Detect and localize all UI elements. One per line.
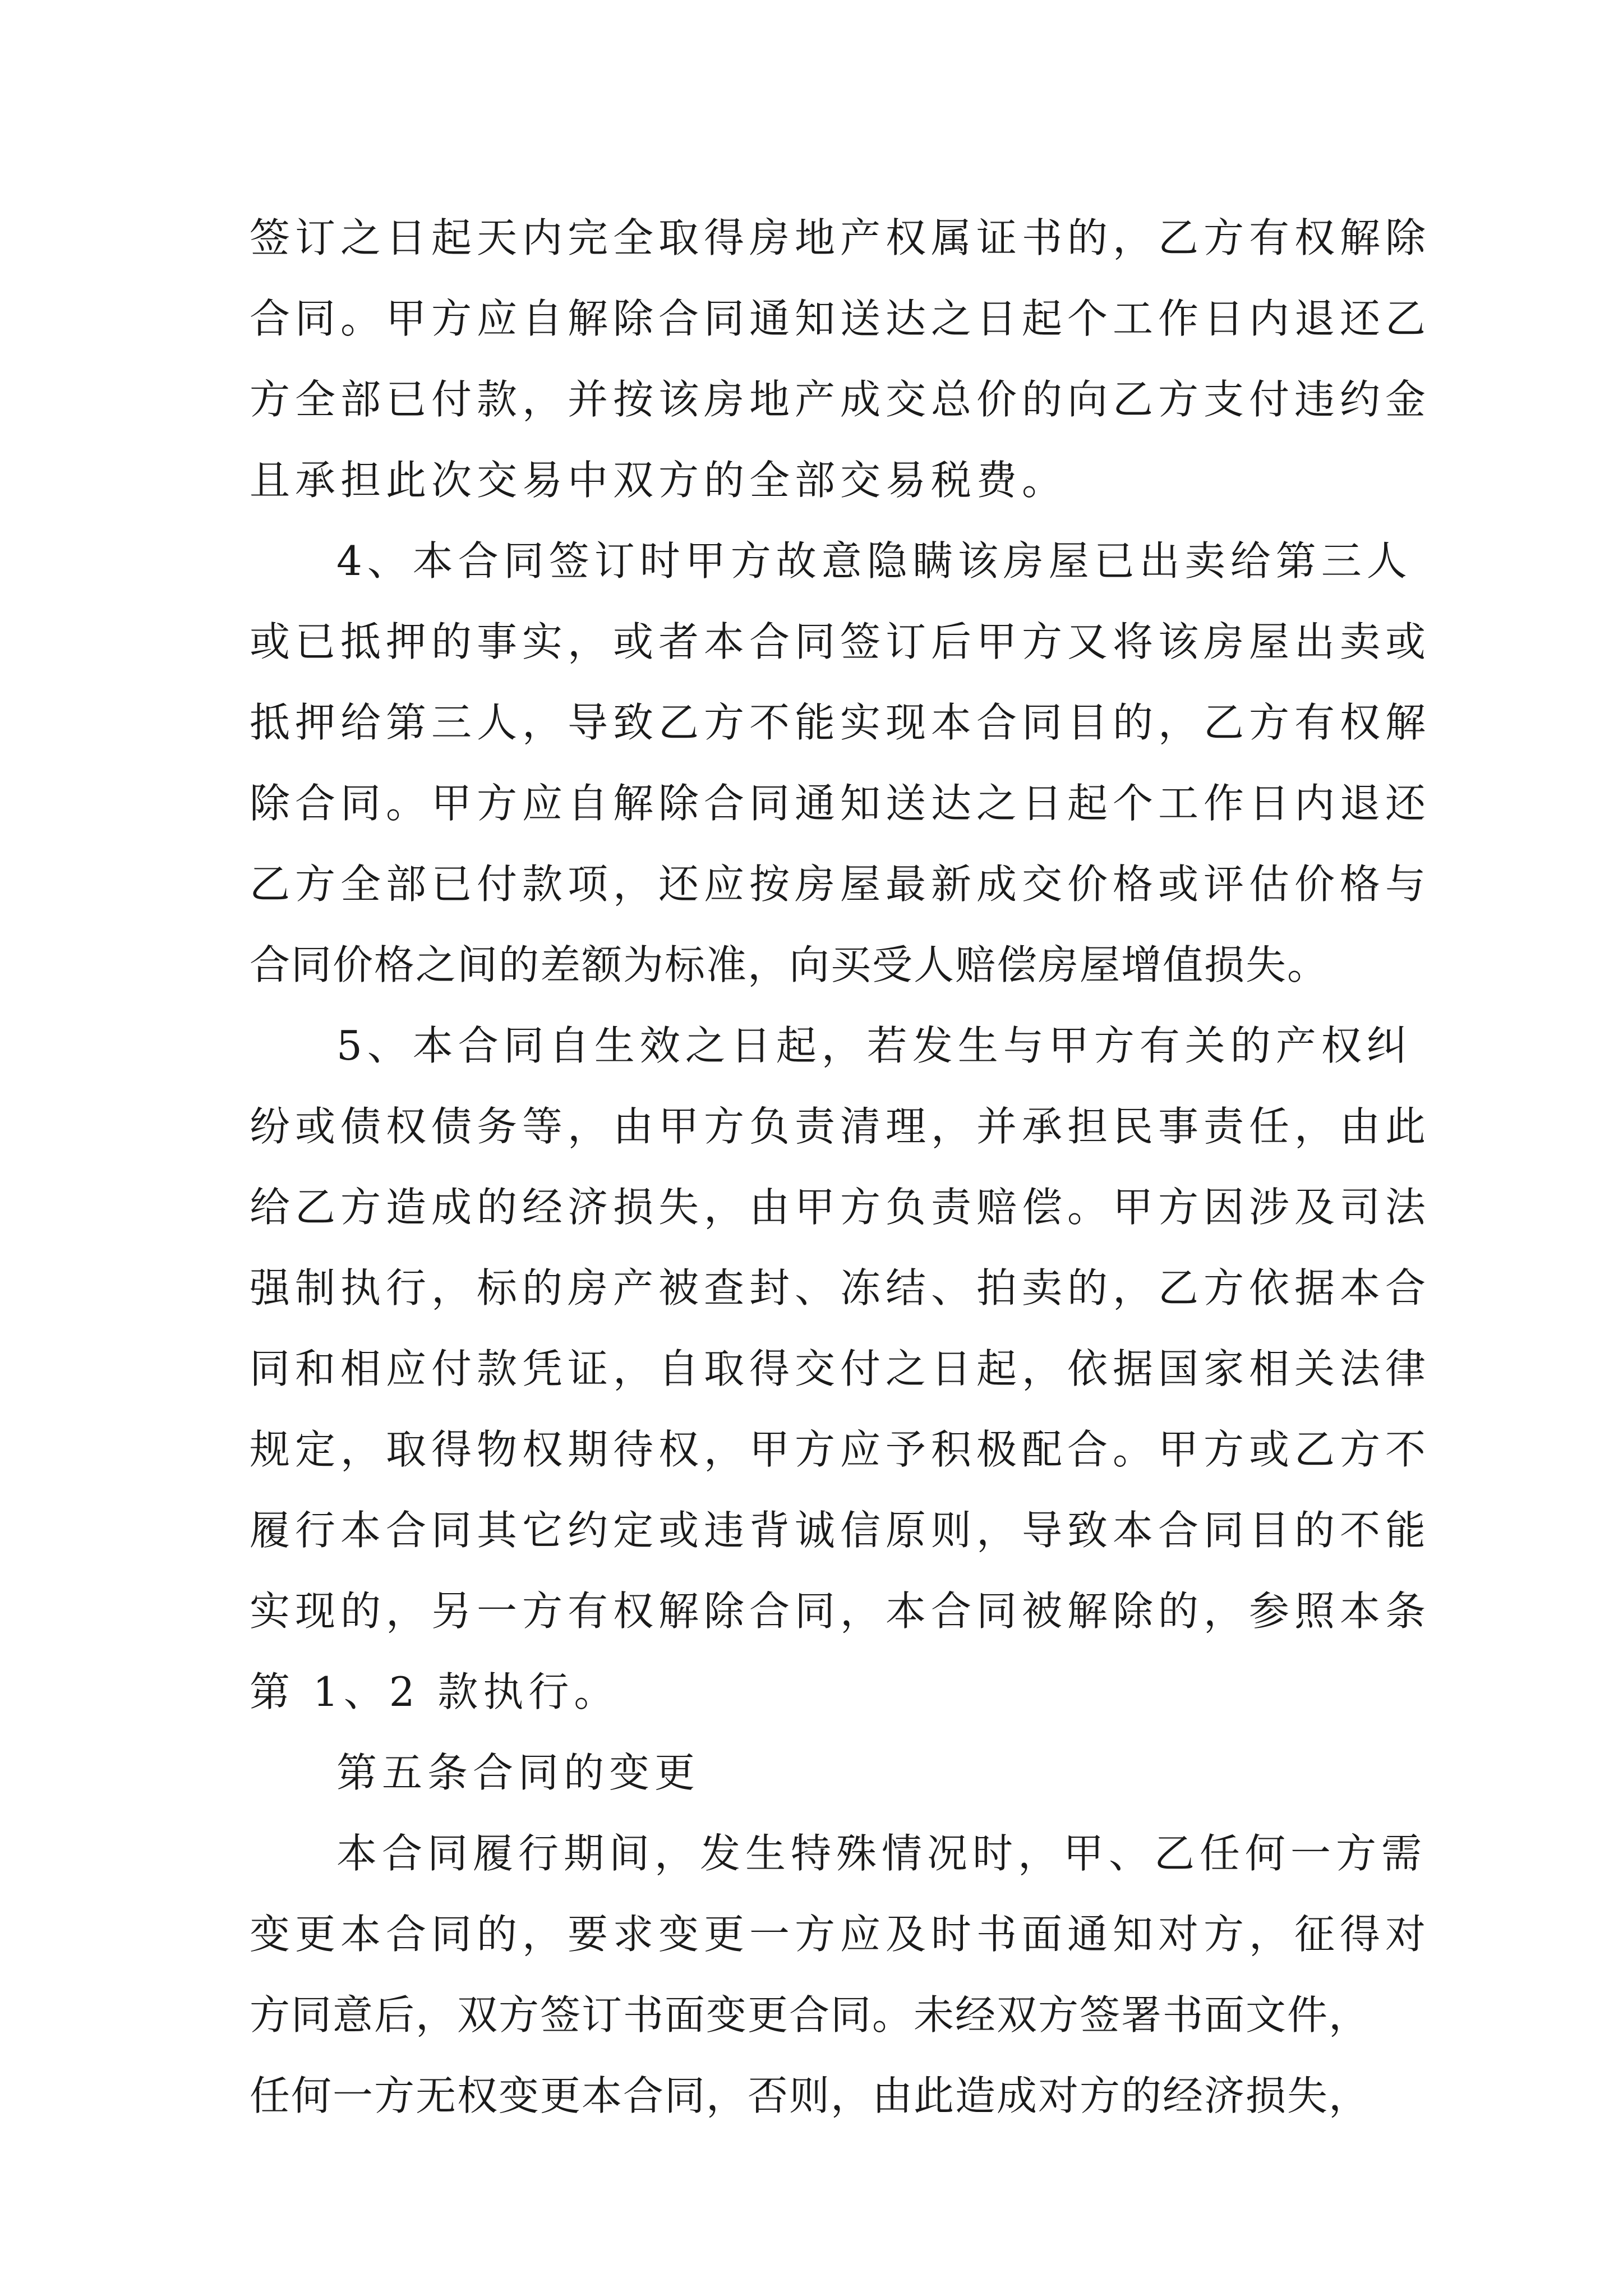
document-body bbox=[250, 197, 1431, 2136]
text-line: 乙方全部已付款项，还应按房屋最新成交价格或评估价格与 bbox=[250, 861, 1431, 908]
text-line: 或已抵押的事实，或者本合同签订后甲方又将该房屋出卖或 bbox=[250, 618, 1431, 665]
text-line: 方全部已付款，并按该房地产成交总价的向乙方支付违约金 bbox=[250, 376, 1431, 423]
text-line: 方同意后，双方签订书面变更合同。未经双方签署书面文件， bbox=[250, 1991, 1371, 2039]
text-line: 且承担此次交易中双方的全部交易税费。 bbox=[250, 457, 1068, 504]
text-line: 规定，取得物权期待权，甲方应予积极配合。甲方或乙方不 bbox=[250, 1426, 1431, 1473]
text-line: 签订之日起天内完全取得房地产权属证书的，乙方有权解除 bbox=[250, 214, 1431, 261]
text-line: 除合同。甲方应自解除合同通知送达之日起个工作日内退还 bbox=[250, 780, 1431, 827]
text-line: 纷或债权债务等，由甲方负责清理，并承担民事责任，由此 bbox=[250, 1103, 1431, 1150]
text-line: 强制执行，标的房产被查封、冻结、拍卖的，乙方依据本合 bbox=[250, 1264, 1431, 1312]
text-line: 任何一方无权变更本合同，否则，由此造成对方的经济损失， bbox=[250, 2072, 1371, 2119]
text-line: 第 1、2 款执行。 bbox=[250, 1668, 620, 1715]
text-line: 合同。甲方应自解除合同通知送达之日起个工作日内退还乙 bbox=[250, 295, 1431, 342]
section-heading: 第五条合同的变更 bbox=[336, 1749, 700, 1796]
text-line: 履行本合同其它约定或违背诚信原则，导致本合同目的不能 bbox=[250, 1507, 1431, 1554]
text-line: 合同价格之间的差额为标准，向买受人赔偿房屋增值损失。 bbox=[250, 941, 1329, 988]
clause-5-start: 5、本合同自生效之日起，若发生与甲方有关的产权纠 bbox=[336, 1022, 1412, 1069]
section-5-paragraph-start: 本合同履行期间，发生特殊情况时，甲、乙任何一方需 bbox=[336, 1830, 1427, 1877]
text-line: 抵押给第三人，导致乙方不能实现本合同目的，乙方有权解 bbox=[250, 699, 1431, 746]
text-line: 同和相应付款凭证，自取得交付之日起，依据国家相关法律 bbox=[250, 1345, 1431, 1392]
text-line: 给乙方造成的经济损失，由甲方负责赔偿。甲方因涉及司法 bbox=[250, 1184, 1431, 1231]
text-line: 实现的，另一方有权解除合同，本合同被解除的，参照本条 bbox=[250, 1588, 1431, 1635]
text-line: 变更本合同的，要求变更一方应及时书面通知对方，征得对 bbox=[250, 1911, 1431, 1958]
clause-4-start: 4、本合同签订时甲方故意隐瞒该房屋已出卖给第三人 bbox=[336, 537, 1412, 585]
